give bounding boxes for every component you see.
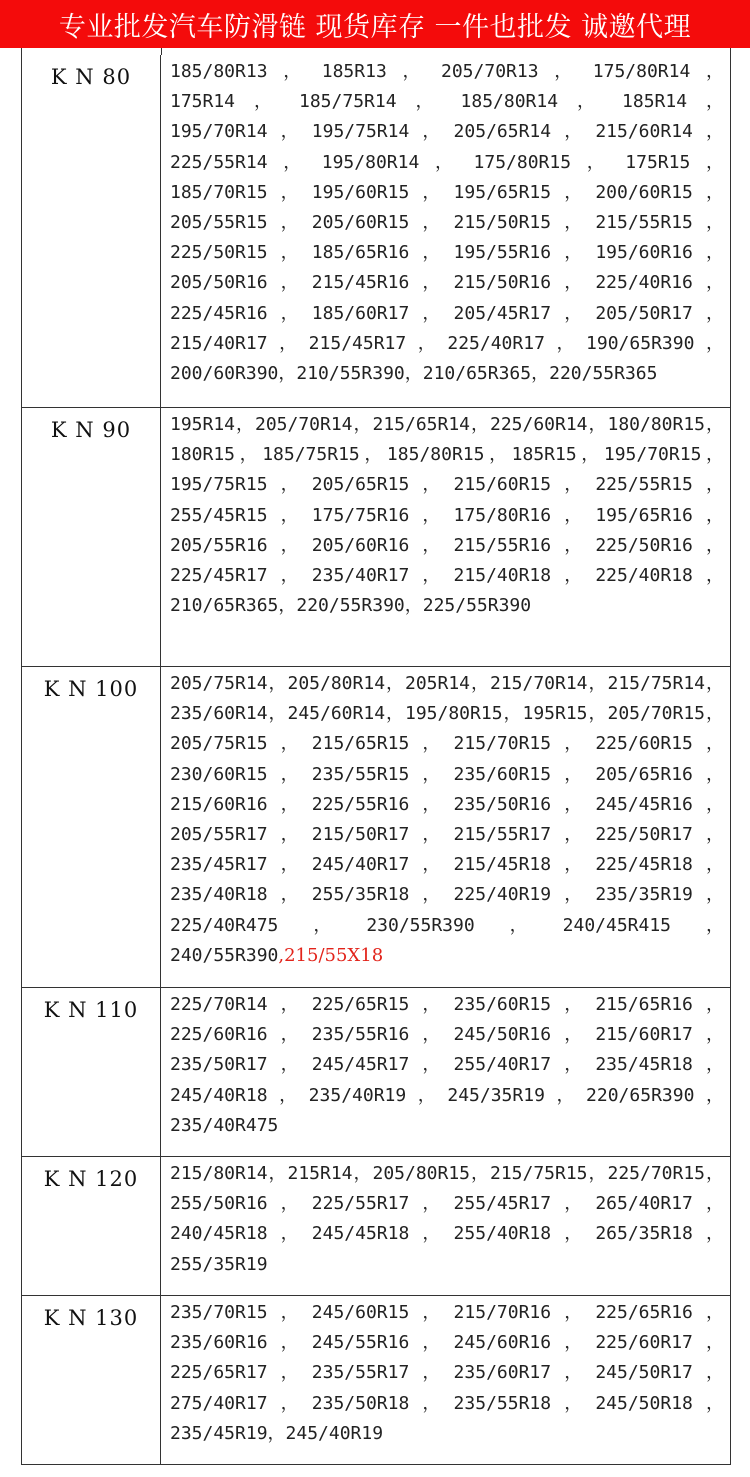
table-row — [22, 1296, 730, 1465]
tire-size-list: 215/80R14，215R14，205/80R15，215/75R15，225/70R15，255/50R16，225/55R17，255/45R17，265/40R17，240/45R18，245/45R18，255/40R18，265/35R18，255/35R19 — [170, 1163, 724, 1275]
model-label: K N 110 — [22, 988, 161, 1156]
promo-banner — [0, 0, 750, 48]
tire-size-list: 185/80R13 ， 185R13 ， 205/70R13 ， 175/80R14 ， 175R14 ， 185/75R14 ， 185/80R14 ， 185R14 ， 195/70R14，195/75R14，205/65R14，215/60R14，225/55R14 ， 195/80R14 ， 175/80R15 ， 175R15 ， 185/70R15，195/60R15，195/65R15，200/60R15，205/55R15，205/60R15，215/50R15，215/55R15，225/50R15，185/65R16，195/55R16，195/60R16，205/50R16，215/45R16，215/50R16，225/40R16，225/45R16，185/60R17，205/45R17，205/50R17，215/40R17，215/45R17，225/40R17，190/65R390，200/60R390，210/55R390，210/65R365，220/55R365 — [170, 61, 724, 385]
table-row — [22, 988, 730, 1157]
snow-chain-size-table — [21, 48, 731, 1465]
tire-size-list: 205/75R14，205/80R14，205R14，215/70R14，215/75R14，235/60R14，245/60R14，195/80R15，195R15，205/70R15，205/75R15，215/65R15，215/70R15，225/60R15，230/60R15，235/55R15，235/60R15，205/65R16，215/60R16，225/55R16，235/50R16，245/45R16，205/55R17，215/50R17，215/55R17，225/50R17，235/45R17，245/40R17，215/45R18，225/45R18，235/40R18，255/35R18，225/40R19，235/35R19，225/40R475，230/55R390，240/45R415，240/55R390,215/55X18 — [170, 673, 724, 966]
table-row — [22, 667, 730, 988]
table-row — [22, 55, 730, 408]
model-label: K N 120 — [22, 1157, 161, 1295]
highlighted-size: ,215/55X18 — [278, 944, 384, 966]
tire-size-list: 195R14，205/70R14，215/65R14，225/60R14，180/80R15，180R15，185/75R15，185/80R15，185R15，195/70R15，195/75R15，205/65R15，215/60R15，225/55R15，255/45R15，175/75R16，175/80R16，195/65R16，205/55R16，205/60R16，215/55R16，225/50R16，225/45R17，235/40R17，215/40R18，225/40R18，210/65R365，220/55R390，225/55R390 — [170, 414, 724, 617]
model-label: K N 130 — [22, 1296, 161, 1464]
tire-size-list: 225/70R14，225/65R15，235/60R15，215/65R16，225/60R16，235/55R16，245/50R16，215/60R17，235/50R17，245/45R17，255/40R17，235/45R18，245/40R18，235/40R19，245/35R19，220/65R390，235/40R475 — [170, 994, 724, 1136]
model-label: K N 100 — [22, 667, 161, 987]
table-row — [22, 1157, 730, 1296]
banner-text: 专业批发汽车防滑链 现货库存 一件也批发 诚邀代理 — [58, 11, 692, 43]
table-row — [22, 408, 730, 667]
model-label: K N 90 — [22, 408, 161, 666]
model-label: K N 80 — [22, 55, 161, 407]
tire-size-list: 235/70R15，245/60R15，215/70R16，225/65R16，235/60R16，245/55R16，245/60R16，225/60R17，225/65R17，235/55R17，235/60R17，245/50R17，275/40R17，235/50R18，235/55R18，245/50R18，235/45R19，245/40R19 — [170, 1302, 724, 1444]
table-top-stub — [22, 48, 730, 55]
